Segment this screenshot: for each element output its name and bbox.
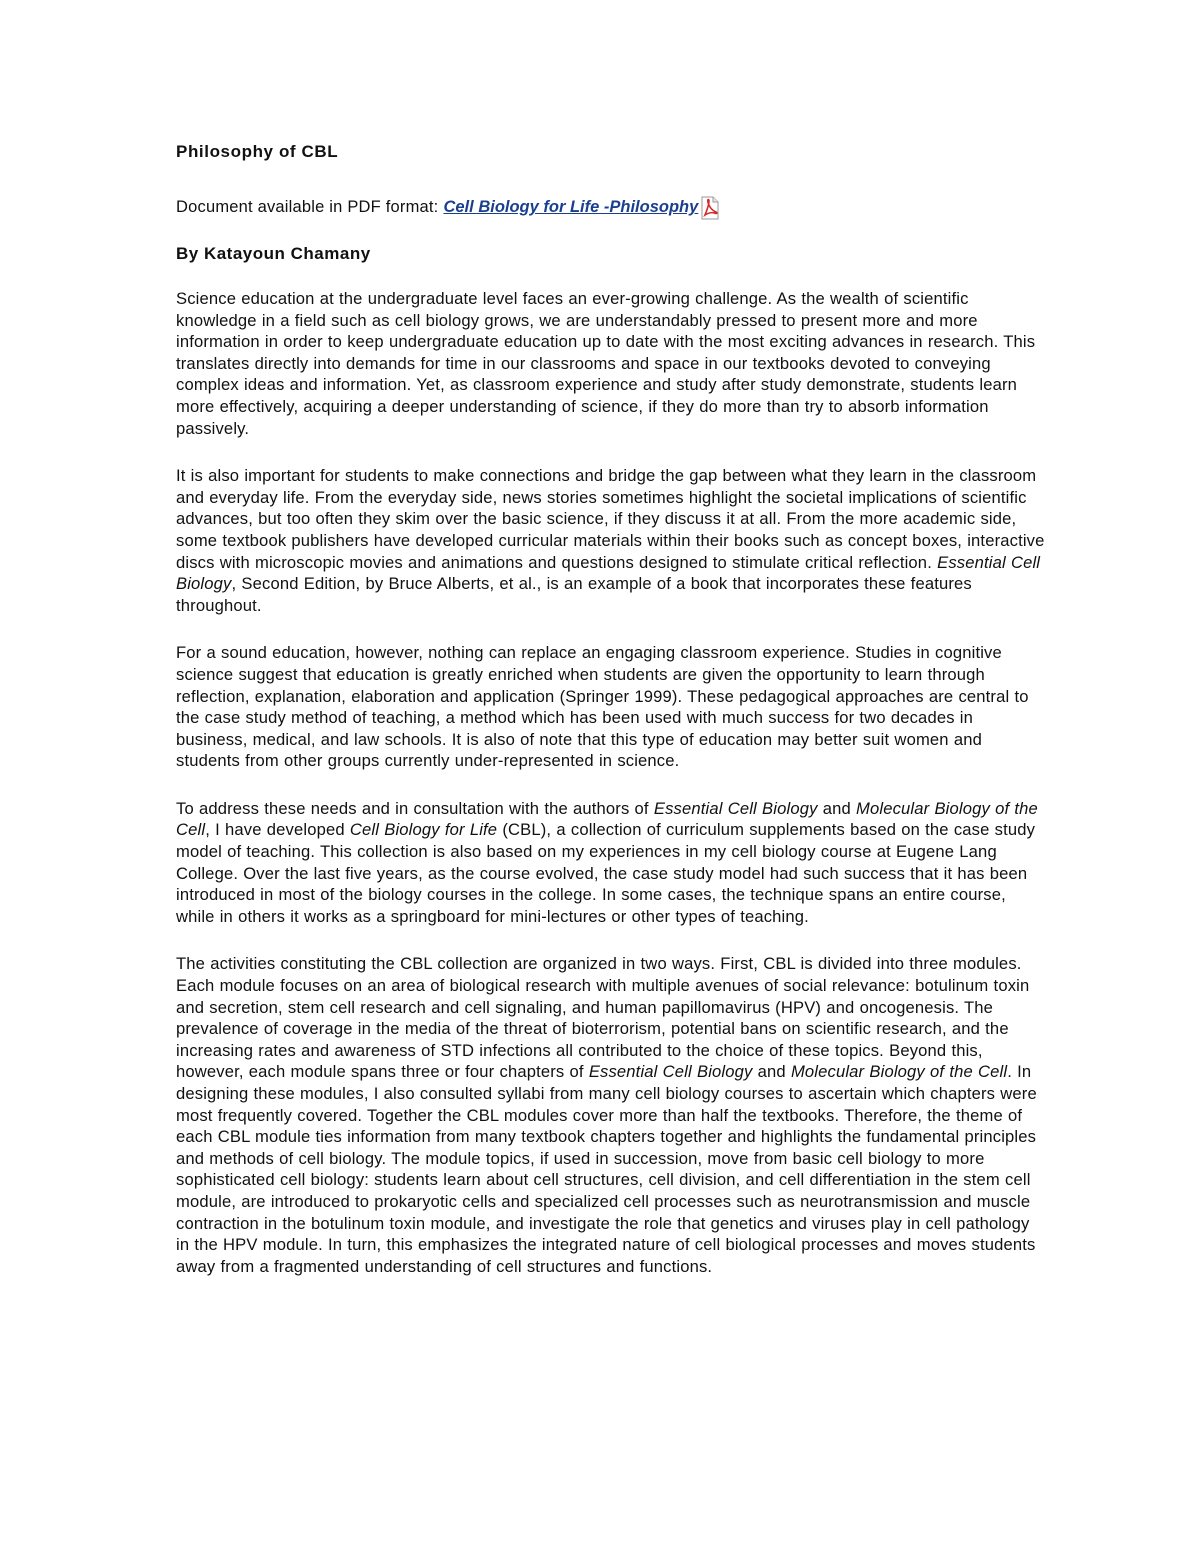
author-byline: By Katayoun Chamany bbox=[176, 244, 371, 263]
book-title-essential-cell-biology: Essential Cell Biology bbox=[588, 1062, 753, 1082]
pdf-prefix-text: Document available in PDF format: bbox=[176, 198, 439, 216]
paragraph-4-text-2: and bbox=[817, 798, 856, 818]
paragraph-1: Science education at the undergraduate level faces an ever-growing challenge. As the wealth of scientific knowledge in a field such as cell biology grows, we are understandably pressed to present more and more information in order to keep undergraduate education up to date with the most exciting advances in research. This translates directly into demands for time in our classrooms and space in our textbooks devoted to conveying complex ideas and information. Yet, as classroom experience and study after study demonstrate, students learn more effectively, acquiring a deeper understanding of science, if they do more than try to absorb information passively. bbox=[176, 289, 1036, 438]
book-title-molecular-biology-of-the-cell: Molecular Biology of the Cell bbox=[790, 1062, 1008, 1082]
paragraph-4-text-3: , I have developed bbox=[205, 820, 350, 840]
paragraph-5 bbox=[176, 953, 1046, 1277]
paragraph-4-text-1: To address these needs and in consultation with the authors of bbox=[176, 798, 654, 818]
book-title-essential-cell-biology: Essential Cell Biology bbox=[653, 798, 818, 818]
paragraph-2-text-1: It is also important for students to make connections and bridge the gap between what they learn in the classroom and everyday life. From the everyday side, news stories sometimes highlight the societal implications of scientific advances, but too often they skim over the basic science, if they discuss it at all. From the more academic side, some textbook publishers have developed curricular materials within their books such as concept boxes, interactive discs with microscopic movies and animations and questions designed to stimulate critical reflection. bbox=[176, 466, 1045, 572]
paragraph-4 bbox=[176, 798, 1046, 928]
paragraph-5-text-2: and bbox=[752, 1062, 791, 1082]
paragraph-2 bbox=[176, 465, 1046, 616]
paragraph-5-text-1: The activities constituting the CBL collection are organized in two ways. First, CBL is divided into three modules. Each module focuses on an area of biological research with multiple avenues of social relevance: botulinum toxin and secretion, stem cell research and cell signaling, and human papillomavirus (HPV) and oncogenesis. The prevalence of coverage in the media of the threat of bioterrorism, potential bans on scientific research, and the increasing rates and awareness of STD infections all contributed to the choice of these topics. Beyond this, however, each module spans three or four chapters of bbox=[176, 954, 1030, 1082]
book-title-cell-biology-for-life: Cell Biology for Life bbox=[349, 820, 498, 840]
paragraph-3: For a sound education, however, nothing can replace an engaging classroom experience. Studies in cognitive science suggest that education is greatly enriched when students are given the opportunity to learn through reflection, explanation, elaboration and application (Springer 1999). These pedagogical approaches are central to the case study method of teaching, a method which has been used with much success for two decades in business, medical, and law schools. It is also of note that this type of education may better suit women and students from other groups currently under-represented in science. bbox=[176, 643, 1029, 771]
paragraph-5-text-3: . In designing these modules, I also consulted syllabi from many cell biology courses to ascertain which chapters were most frequently covered. Together the CBL modules cover more than half the textbooks. Therefore, the theme of each CBL module ties information from many textbook chapters together and highlights the fundamental principles and methods of cell biology. The module topics, if used in succession, move from basic cell biology to more sophisticated cell biology: students learn about cell structures, cell division, and cell differentiation in the stem cell module, are introduced to prokaryotic cells and specialized cell processes such as neurotransmission and muscle contraction in the botulinum toxin module, and investigate the role that genetics and viruses play in cell pathology in the HPV module. In turn, this emphasizes the integrated nature of cell biological processes and moves students away from a fragmented understanding of cell structures and functions. bbox=[176, 1062, 1037, 1276]
page-title: Philosophy of CBL bbox=[176, 142, 339, 161]
paragraph-4-text-4: (CBL), a collection of curriculum supplements based on the case study model of teaching. This collection is also based on my experiences in my cell biology course at Eugene Lang College. Over the last five years, as the course evolved, the case study model had such success that it has been introduced in most of the biology courses in the college. In some cases, the technique spans an entire course, while in others it works as a springboard for mini-lectures or other types of teaching. bbox=[176, 820, 1036, 926]
document-page bbox=[176, 140, 1046, 1277]
book-title-molecular-biology-of-the-cell: Molecular Biology of the Cell bbox=[176, 798, 1038, 840]
pdf-file-icon[interactable] bbox=[700, 196, 720, 220]
paragraph-2-text-2: , Second Edition, by Bruce Alberts, et al., is an example of a book that incorporates these features throughout. bbox=[176, 574, 972, 615]
pdf-download-link[interactable]: Cell Biology for Life -Philosophy bbox=[443, 198, 699, 216]
pdf-availability-line bbox=[176, 194, 1046, 218]
book-title-essential-cell-biology: Essential Cell Biology bbox=[176, 552, 1041, 594]
